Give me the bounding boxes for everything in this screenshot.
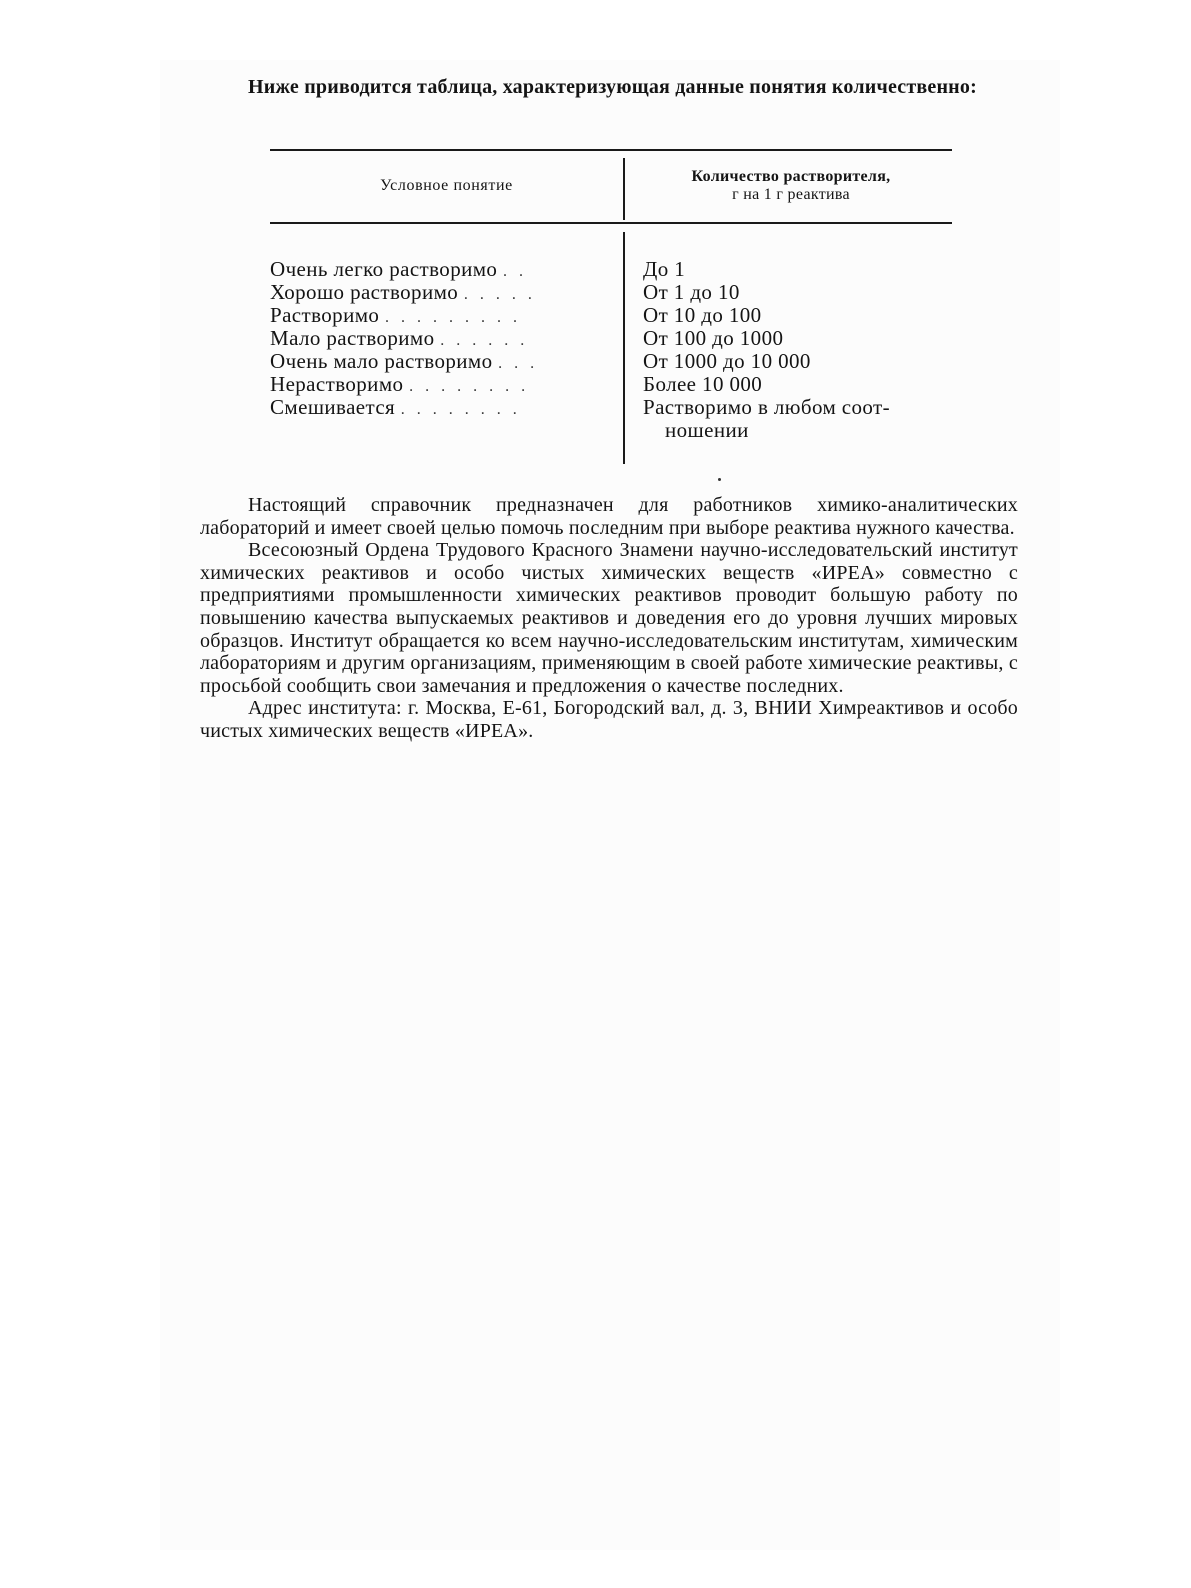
row-amount: От 1 до 10: [643, 280, 740, 304]
table-top-rule: [270, 149, 952, 151]
column-header-amount-line2: г на 1 г реактива: [732, 186, 850, 203]
row-term: Очень легко растворимо . .: [270, 258, 527, 281]
table-row: [270, 281, 960, 304]
row-amount: Более 10 000: [643, 372, 763, 396]
column-header-amount-line1: Количество растворителя,: [691, 168, 891, 185]
table-header-rule: [270, 222, 952, 224]
paragraph-address: Адрес института: г. Москва, Е-61, Богородский вал, д. 3, ВНИИ Химреактивов и особо чистых химических веществ «ИРЕА».: [200, 697, 1018, 742]
column-header-term: Условное понятие: [380, 177, 513, 194]
table-row: [270, 396, 960, 442]
column-header-amount: [630, 168, 952, 204]
solubility-table-body: [270, 258, 960, 442]
table-header-divider: [623, 158, 625, 220]
row-amount-line1: Растворимо в любом соот-: [643, 395, 891, 419]
row-term: Мало растворимо . . . . . .: [270, 327, 529, 350]
row-term: Растворимо . . . . . . . . .: [270, 304, 521, 327]
row-term: Нерастворимо . . . . . . . .: [270, 373, 530, 396]
row-amount: От 100 до 1000: [643, 326, 784, 350]
paragraph-institute: Всесоюзный Ордена Трудового Красного Знамени научно-исследовательский институт химических реактивов и особо чистых химических веществ «ИРЕА» совместно с предприятиями промышленности химических реактивов проводит большую работу по повышению качества выпускаемых реактивов и доведения его до уровня лучших мировых образцов. Институт обращается ко всем научно-исследовательским институтам, химическим лабораториям и другим организациям, применяющим в своей работе химические реактивы, с просьбой сообщить свои замечания и предложения о качестве последних.: [200, 539, 1018, 697]
paragraph-purpose: Настоящий справочник предназначен для работников химико-аналитических лабораторий и имеет своей целью помочь последним при выборе реактива нужного качества.: [200, 494, 1018, 539]
table-row: [270, 373, 960, 396]
body-text: [200, 494, 1018, 743]
row-amount: От 10 до 100: [643, 303, 762, 327]
table-row: [270, 350, 960, 373]
row-amount: [610, 396, 943, 442]
row-amount-line2: ношении: [665, 418, 749, 442]
intro-paragraph: Ниже приводится таблица, характеризующая данные понятия количественно:: [248, 76, 977, 98]
row-amount: До 1: [643, 257, 686, 281]
table-row: [270, 304, 960, 327]
table-row: [270, 258, 960, 281]
table-row: [270, 327, 960, 350]
row-amount: От 1000 до 10 000: [643, 349, 811, 373]
row-term: Смешивается . . . . . . . .: [270, 396, 521, 419]
scan-speck: [718, 478, 721, 481]
row-term: Очень мало растворимо . . .: [270, 350, 539, 373]
row-term: Хорошо растворимо . . . . .: [270, 281, 536, 304]
